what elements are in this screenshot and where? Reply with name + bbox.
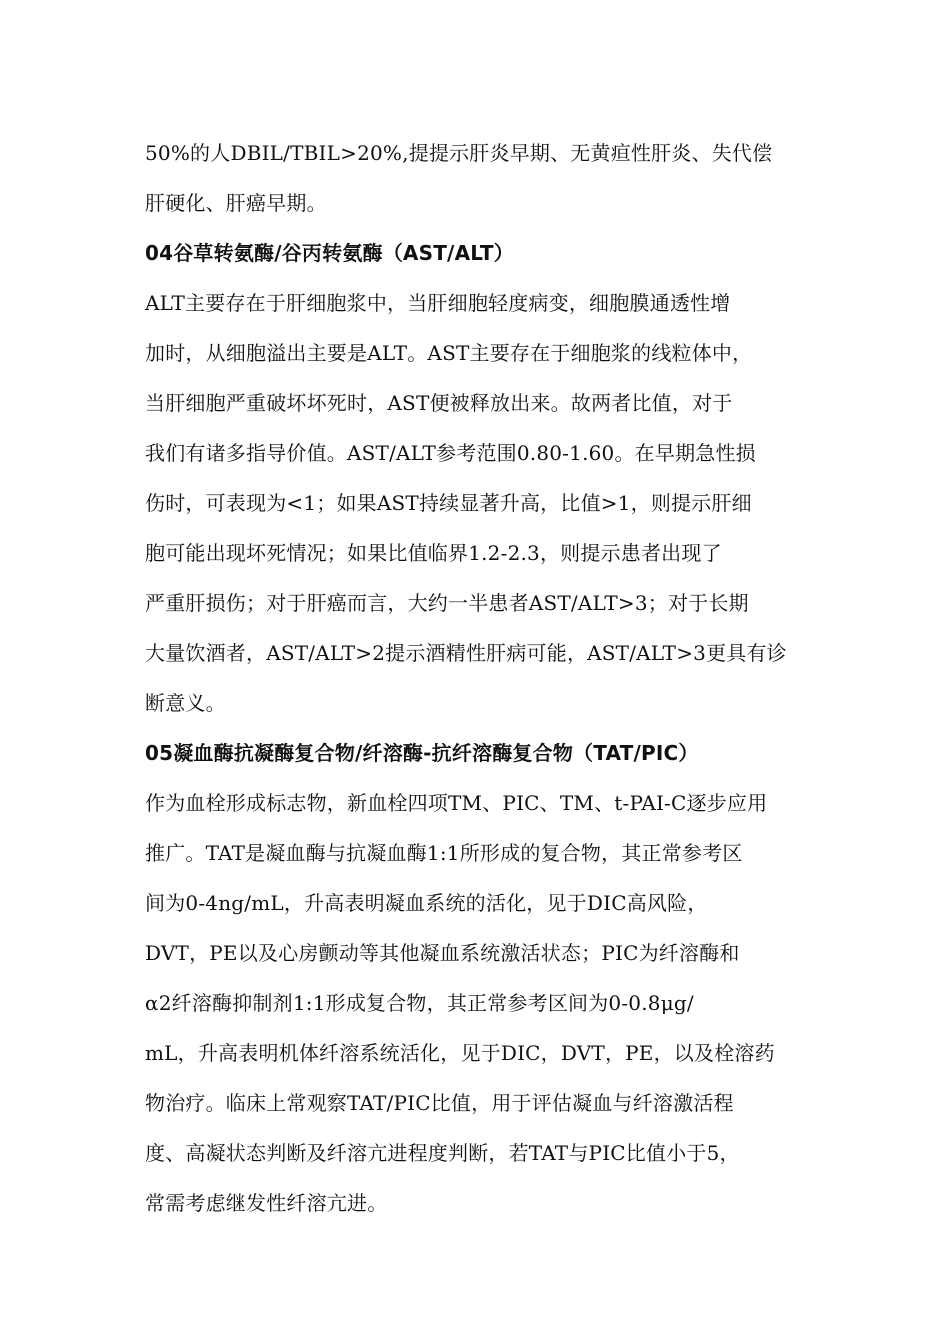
- section-04-paragraph: [145, 278, 825, 728]
- paragraph-line: 胞可能出现坏死情况；如果比值临界1.2-2.3，则提示患者出现了: [145, 541, 722, 565]
- paragraph-line: 断意义。: [145, 691, 226, 715]
- paragraph-line: 严重肝损伤；对于肝癌而言，大约一半患者AST/ALT>3；对于长期: [145, 591, 749, 615]
- paragraph-line: 伤时，可表现为<1；如果AST持续显著升高，比值>1，则提示肝细: [145, 491, 752, 515]
- paragraph-line: ALT主要存在于肝细胞浆中，当肝细胞轻度病变，细胞膜通透性增: [145, 291, 731, 315]
- paragraph-line: 推广。TAT是凝血酶与抗凝血酶1:1所形成的复合物，其正常参考区: [145, 841, 743, 865]
- paragraph-line: 肝硬化、肝癌早期。: [145, 191, 327, 215]
- paragraph-line: 大量饮酒者，AST/ALT>2提示酒精性肝病可能，AST/ALT>3更具有诊: [145, 641, 787, 665]
- section-05-paragraph: [145, 778, 825, 1228]
- paragraph-line: 间为0-4ng/mL，升高表明凝血系统的活化，见于DIC高风险，: [145, 891, 708, 915]
- paragraph-line: 我们有诸多指导价值。AST/ALT参考范围0.80-1.60。在早期急性损: [145, 441, 756, 465]
- paragraph-line: mL，升高表明机体纤溶系统活化，见于DIC，DVT，PE，以及栓溶药: [145, 1041, 775, 1065]
- paragraph-line: 常需考虑继发性纤溶亢进。: [145, 1191, 388, 1215]
- continuation-paragraph: [145, 128, 825, 228]
- paragraph-line: 物治疗。临床上常观察TAT/PIC比值，用于评估凝血与纤溶激活程: [145, 1091, 734, 1115]
- paragraph-line: DVT，PE以及心房颤动等其他凝血系统激活状态；PIC为纤溶酶和: [145, 941, 740, 965]
- paragraph-line: 50%的人DBIL/TBIL>20%,提提示肝炎早期、无黄疸性肝炎、失代偿: [145, 141, 773, 165]
- paragraph-line: α2纤溶酶抑制剂1:1形成复合物，其正常参考区间为0-0.8μg/: [145, 991, 694, 1015]
- paragraph-line: 加时，从细胞溢出主要是ALT。AST主要存在于细胞浆的线粒体中，: [145, 341, 753, 365]
- section-04-heading: 04谷草转氨酶/谷丙转氨酶（AST/ALT）: [145, 241, 514, 265]
- document-body: [145, 128, 825, 1228]
- paragraph-line: 当肝细胞严重破坏坏死时，AST便被释放出来。故两者比值，对于: [145, 391, 733, 415]
- paragraph-line: 度、高凝状态判断及纤溶亢进程度判断，若TAT与PIC比值小于5，: [145, 1141, 740, 1165]
- paragraph-line: 作为血栓形成标志物，新血栓四项TM、PIC、TM、t-PAI-C逐步应用: [145, 791, 768, 815]
- section-05-heading: 05凝血酶抗凝酶复合物/纤溶酶-抗纤溶酶复合物（TAT/PIC）: [145, 741, 699, 765]
